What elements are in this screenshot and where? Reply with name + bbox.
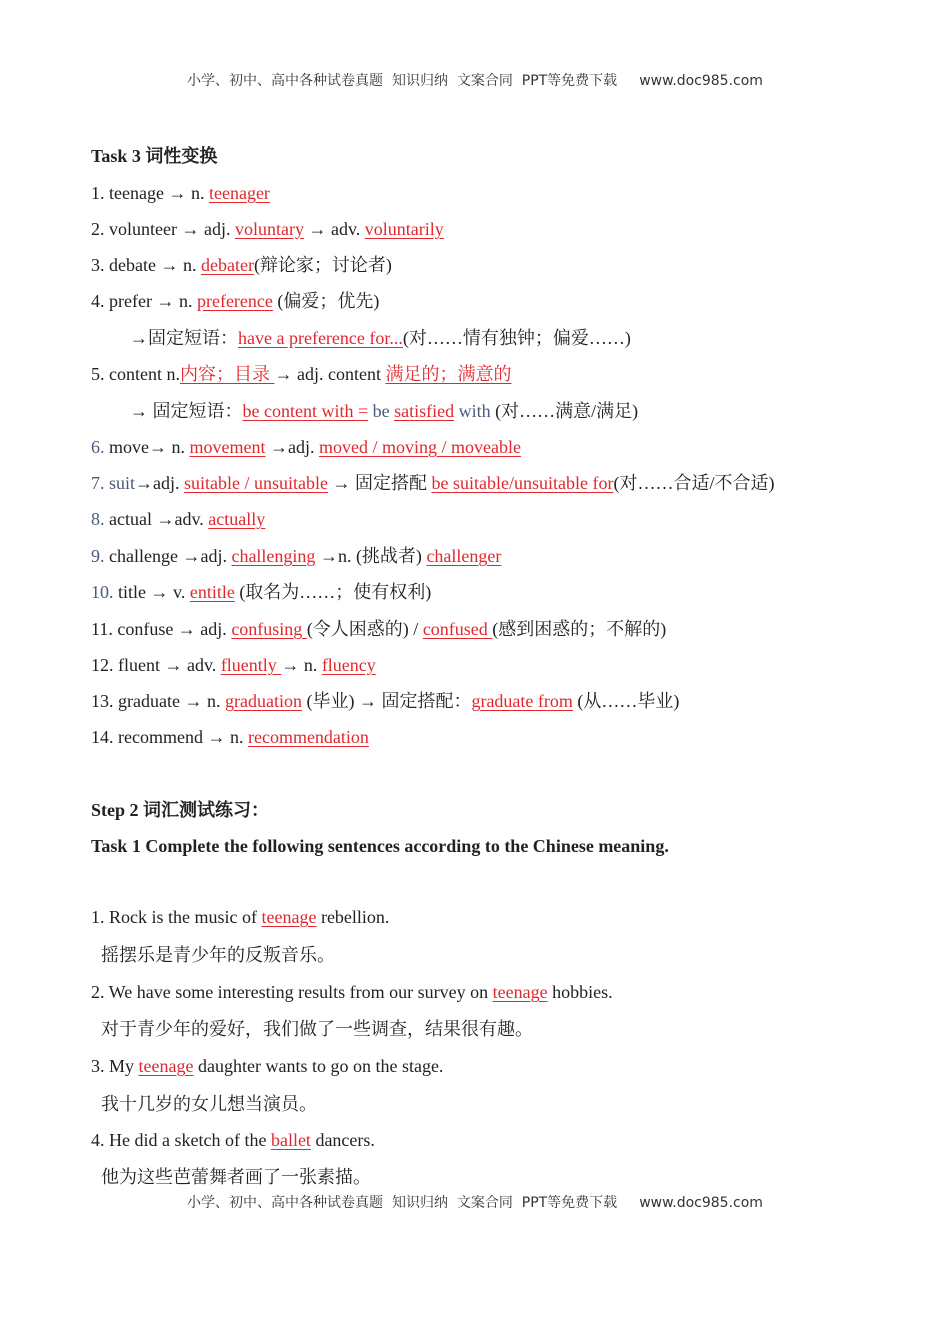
answer: debater (200, 255, 254, 275)
answer: confused (422, 619, 493, 639)
text: with (454, 401, 491, 421)
task3-item-2 (91, 218, 444, 240)
task1-title: Task 1 Complete the following sentences according to the Chinese meaning. (91, 836, 669, 856)
answer: voluntary (234, 219, 304, 239)
text: title → v. (113, 582, 190, 602)
item-number: 8. (91, 509, 105, 529)
text: (偏爱；优先) (272, 291, 380, 311)
answer: satisfied (394, 401, 455, 421)
text: 2. volunteer → adj. (91, 219, 235, 239)
text: (辩论家；讨论者) (253, 255, 392, 275)
answer: 满足的；满意的 (385, 364, 512, 384)
answer: graduation (224, 691, 302, 711)
answer: challenger (426, 546, 502, 566)
sentence-3-cn: 我十几岁的女儿想当演员。 (101, 1094, 317, 1114)
text: daughter wants to go on the stage. (193, 1056, 444, 1076)
sentence-4 (91, 1129, 375, 1151)
task3-item-4-phrase (130, 327, 631, 349)
text: 3. debate → n. (91, 255, 201, 275)
item-number: 9. (91, 546, 105, 566)
text: (从……毕业) (572, 691, 680, 711)
page-footer (0, 1192, 950, 1212)
text: (对……合适/不合适) (613, 473, 775, 493)
text: (对……满意/满足) (490, 401, 639, 421)
task3-title: Task 3 词性变换 (91, 146, 218, 166)
text: → adj. content (274, 364, 386, 384)
text: (感到困惑的；不解的) (492, 619, 667, 639)
text: (令人困惑的) / (306, 619, 423, 639)
text: 5. content n. (91, 364, 180, 384)
task3-item-7 (91, 472, 774, 494)
task3-item-12 (91, 654, 376, 676)
sentence-1-cn: 摇摆乐是青少年的反叛音乐。 (101, 945, 335, 965)
answer: voluntarily (364, 219, 444, 239)
page-header (0, 70, 950, 90)
task3-item-14 (91, 726, 369, 748)
text: hobbies. (547, 982, 613, 1002)
answer: graduate from (471, 691, 573, 711)
answer: movement (189, 437, 266, 457)
text: 2. We have some interesting results from our survey on (91, 982, 493, 1002)
answer: preference (196, 291, 273, 311)
text: →adj. (135, 473, 185, 493)
task3-item-5 (91, 363, 511, 385)
answer: moved / moving / moveable (318, 437, 521, 457)
text: suit (104, 473, 136, 493)
text: (取名为……；使有权利) (234, 582, 432, 602)
text: be (368, 401, 395, 421)
answer: entitle (189, 582, 235, 602)
sentence-4-cn: 他为这些芭蕾舞者画了一张素描。 (101, 1167, 371, 1187)
answer: confusing (231, 619, 307, 639)
item-number: 7. (91, 473, 105, 493)
task3-item-11 (91, 618, 666, 640)
answer: recommendation (247, 727, 369, 747)
answer: fluency (321, 655, 376, 675)
text: → 固定搭配 (328, 473, 432, 493)
task3-item-3 (91, 254, 392, 276)
sentence-1 (91, 906, 389, 928)
answer: teenager (208, 183, 270, 203)
text: → adv. (303, 219, 365, 239)
task3-item-6 (91, 436, 521, 458)
text: → n. (281, 655, 322, 675)
task3-item-8 (91, 508, 265, 530)
answer: have a preference for... (238, 328, 403, 348)
task3-item-9 (91, 545, 501, 567)
footer-url: www.doc985.com (639, 1195, 763, 1211)
text: 11. confuse → adj. (91, 619, 232, 639)
text: move→ n. (104, 437, 190, 457)
text: 14. recommend → n. (91, 727, 248, 747)
answer: ballet (270, 1130, 311, 1150)
answer: be content with = (242, 401, 369, 421)
text: 3. My (91, 1056, 139, 1076)
answer: actually (208, 509, 266, 529)
answer: 内容；目录 (179, 364, 275, 384)
text: 12. fluent → adv. (91, 655, 221, 675)
step2-title: Step 2 词汇测试练习： (91, 800, 270, 820)
task3-item-5-phrase (130, 400, 638, 422)
task3-item-4 (91, 290, 379, 312)
header-url: www.doc985.com (639, 73, 763, 89)
text: challenge →adj. (104, 546, 232, 566)
sentence-3 (91, 1055, 443, 1077)
text: 1. Rock is the music of (91, 907, 262, 927)
text: →adj. (265, 437, 319, 457)
text: rebellion. (316, 907, 390, 927)
text: (毕业) → 固定搭配： (301, 691, 472, 711)
footer-text: 小学、初中、高中各种试卷真题 知识归纳 文案合同 PPT等免费下载 (187, 1195, 618, 1211)
answer: fluently (220, 655, 282, 675)
task3-item-13 (91, 690, 679, 712)
text: 1. teenage → n. (91, 183, 209, 203)
answer: teenage (492, 982, 548, 1002)
text: 13. graduate → n. (91, 691, 225, 711)
text: 4. He did a sketch of the (91, 1130, 271, 1150)
text: →固定短语： (130, 328, 238, 348)
task3-item-1 (91, 182, 270, 204)
sentence-2-cn: 对于青少年的爱好，我们做了一些调查，结果很有趣。 (101, 1019, 533, 1039)
text: (对……情有独钟；偏爱……) (402, 328, 631, 348)
text: → 固定短语： (130, 401, 243, 421)
answer: teenage (261, 907, 317, 927)
text: dancers. (310, 1130, 375, 1150)
text: actual →adv. (104, 509, 209, 529)
sentence-2 (91, 981, 613, 1003)
item-number: 6. (91, 437, 105, 457)
answer: teenage (138, 1056, 194, 1076)
answer: challenging (231, 546, 316, 566)
text: →n. (挑战者) (315, 546, 427, 566)
answer: be suitable/unsuitable for (431, 473, 614, 493)
text: 4. prefer → n. (91, 291, 197, 311)
header-text: 小学、初中、高中各种试卷真题 知识归纳 文案合同 PPT等免费下载 (187, 73, 618, 89)
answer: suitable / unsuitable (184, 473, 328, 493)
task3-item-10 (91, 581, 431, 603)
item-number: 10. (91, 582, 114, 602)
